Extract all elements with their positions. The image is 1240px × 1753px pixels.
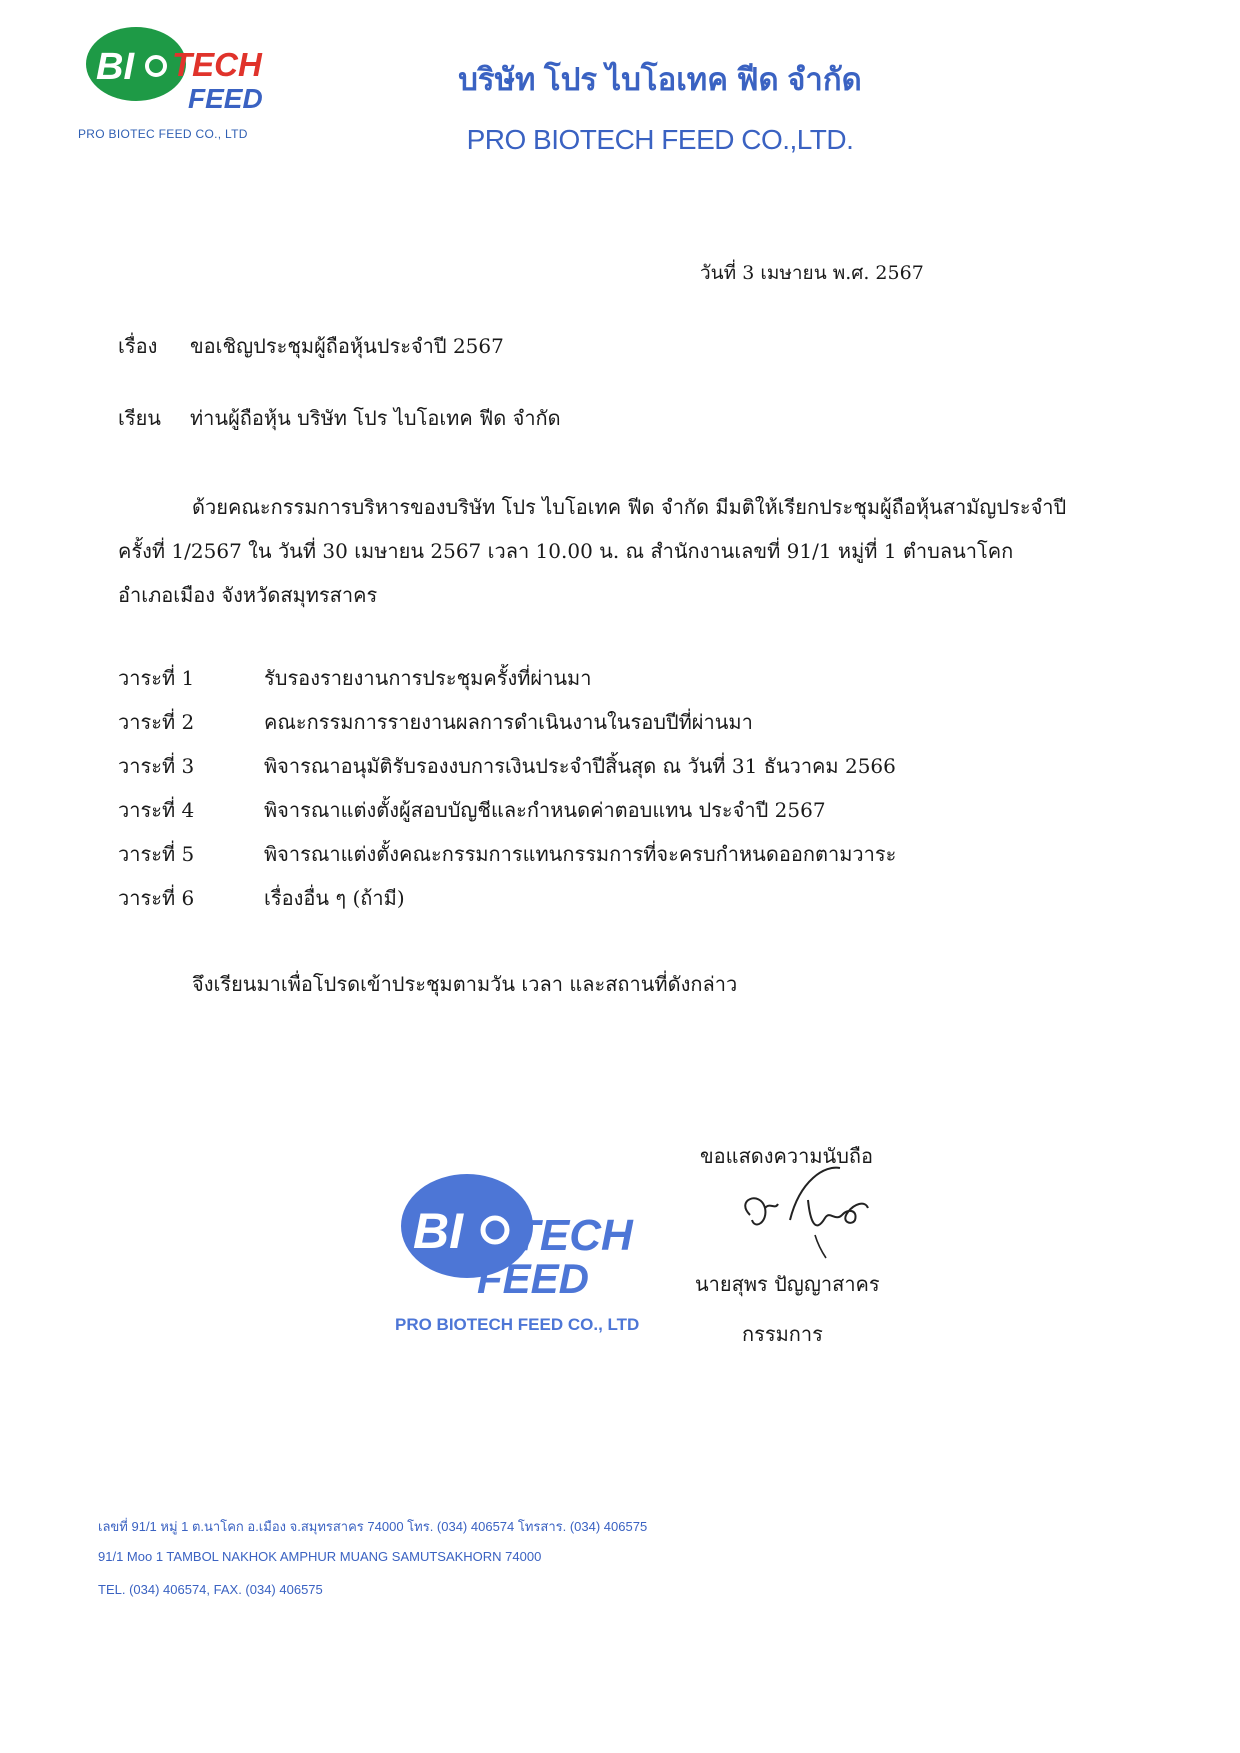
agenda-text: เรื่องอื่น ๆ (ถ้ามี) <box>264 886 405 910</box>
logo-text-tech: TECH <box>172 46 262 83</box>
footer-address-english: 91/1 Moo 1 TAMBOL NAKHOK AMPHUR MUANG SAMUTSAKHORN 74000 <box>98 1549 542 1564</box>
addressee-label: เรียน <box>118 406 161 430</box>
addressee-text: ท่านผู้ถือหุ้น บริษัท โปร ไบโอเทค ฟีด จำกัด <box>190 406 561 430</box>
agenda-text: คณะกรรมการรายงานผลการดำเนินงานในรอบปีที่ผ่านมา <box>264 710 753 734</box>
company-name-english: PRO BIOTECH FEED CO.,LTD. <box>466 124 854 155</box>
stamp-text-feed: FEED <box>477 1255 590 1302</box>
agenda-item <box>118 838 1018 882</box>
footer-contact: TEL. (034) 406574, FAX. (034) 406575 <box>98 1582 323 1597</box>
stamp-logo-icon <box>395 1158 665 1338</box>
stamp-text-tech: TECH <box>513 1211 633 1260</box>
signer-title: กรรมการ <box>742 1322 823 1346</box>
agenda-item <box>118 750 1018 794</box>
company-name-thai: บริษัท โปร ไบโอเทค ฟีด จำกัด <box>458 62 862 97</box>
agenda-number: วาระที่ 3 <box>118 754 195 778</box>
biotech-feed-logo-icon <box>78 24 298 124</box>
agenda-number: วาระที่ 2 <box>118 710 195 734</box>
agenda-text: รับรองรายงานการประชุมครั้งที่ผ่านมา <box>264 666 592 690</box>
agenda-text: พิจารณาแต่งตั้งผู้สอบบัญชีและกำหนดค่าตอบแทน ประจำปี 2567 <box>264 798 826 822</box>
stamp-caption: PRO BIOTECH FEED CO., LTD <box>395 1315 640 1334</box>
agenda-number: วาระที่ 6 <box>118 886 195 910</box>
logo-caption: PRO BIOTEC FEED CO., LTD <box>78 127 248 141</box>
agenda-number: วาระที่ 4 <box>118 798 195 822</box>
stamp-text-bi: BI <box>413 1203 463 1259</box>
logo-text-feed: FEED <box>188 83 263 114</box>
agenda-number: วาระที่ 1 <box>118 666 195 690</box>
closing-sentence: จึงเรียนมาเพื่อโปรดเข้าประชุมตามวัน เวลา และสถานที่ดังกล่าว <box>192 972 738 996</box>
agenda-item <box>118 882 1018 926</box>
subject-label: เรื่อง <box>118 334 158 358</box>
body-line: ด้วยคณะกรรมการบริหารของบริษัท โปร ไบโอเทค ฟีด จำกัด มีมติให้เรียกประชุมผู้ถือหุ้นสามัญประจำปี <box>192 495 1067 519</box>
subject-text: ขอเชิญประชุมผู้ถือหุ้นประจำปี 2567 <box>190 334 504 358</box>
body-line: อำเภอเมือง จังหวัดสมุทรสาคร <box>118 583 378 607</box>
body-line: ครั้งที่ 1/2567 ใน วันที่ 30 เมษายน 2567 เวลา 10.00 น. ณ สำนักงานเลขที่ 91/1 หมู่ที่ 1 ตำบลนาโคก <box>118 539 1014 563</box>
regards-text: ขอแสดงความนับถือ <box>700 1144 874 1168</box>
signer-name: นายสุพร ปัญญาสาคร <box>695 1272 880 1296</box>
company-logo <box>78 24 298 142</box>
handwritten-signature-icon <box>730 1160 880 1260</box>
agenda-list <box>118 662 1018 926</box>
logo-text-bi: BI <box>96 46 134 88</box>
letter-date: วันที่ 3 เมษายน พ.ศ. 2567 <box>700 262 924 284</box>
agenda-number: วาระที่ 5 <box>118 842 195 866</box>
agenda-item <box>118 662 1018 706</box>
agenda-item <box>118 794 1018 838</box>
company-stamp <box>395 1158 665 1338</box>
agenda-text: พิจารณาอนุมัติรับรองงบการเงินประจำปีสิ้นสุด ณ วันที่ 31 ธันวาคม 2566 <box>264 754 896 778</box>
agenda-text: พิจารณาแต่งตั้งคณะกรรมการแทนกรรมการที่จะครบกำหนดออกตามวาระ <box>264 842 897 866</box>
footer-address-thai: เลขที่ 91/1 หมู่ 1 ต.นาโคก อ.เมือง จ.สมุทรสาคร 74000 โทร. (034) 406574 โทรสาร. (034) 406575 <box>98 1519 648 1534</box>
body-paragraph <box>118 485 1118 617</box>
agenda-item <box>118 706 1018 750</box>
